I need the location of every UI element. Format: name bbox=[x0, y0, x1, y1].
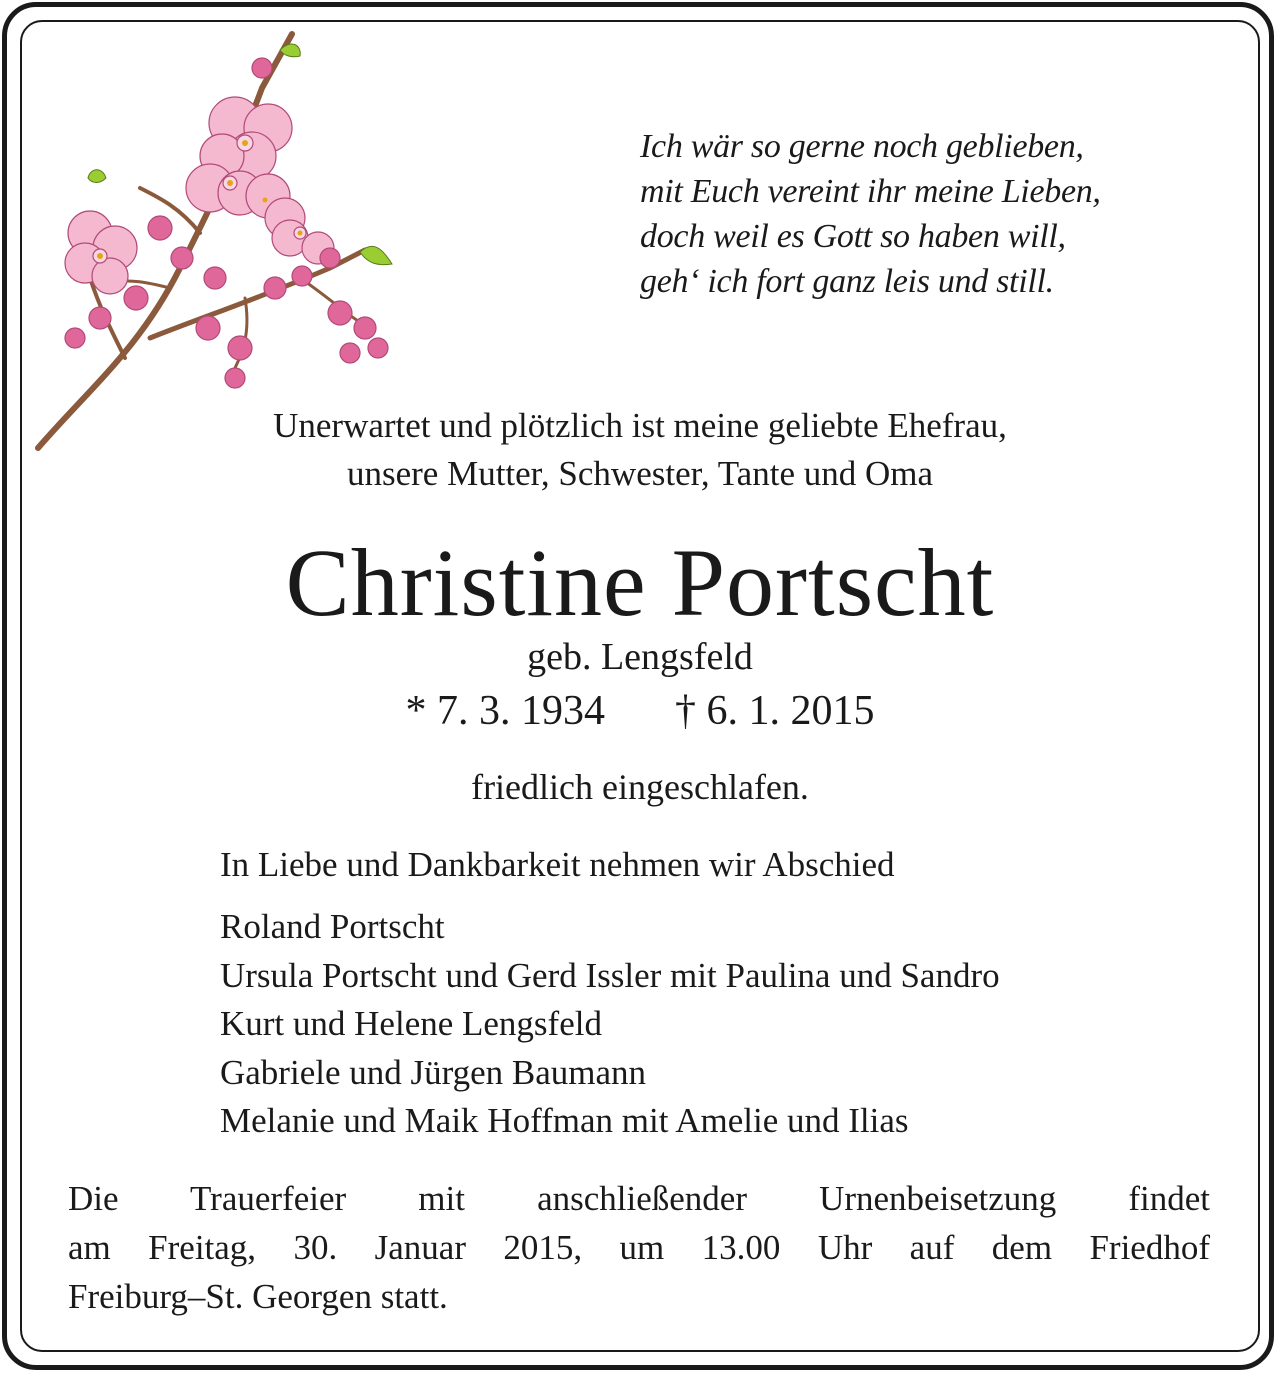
birth-date: * 7. 3. 1934 bbox=[405, 688, 605, 734]
intro-line-2: unsere Mutter, Schwester, Tante und Oma bbox=[346, 454, 934, 493]
mourners-list bbox=[220, 903, 1000, 1146]
mourner-entry: Ursula Portscht und Gerd Issler mit Paulina und Sandro bbox=[220, 955, 1000, 995]
maiden-name: geb. Lengsfeld bbox=[527, 636, 753, 678]
poem-line: doch weil es Gott so haben will, bbox=[640, 218, 1066, 255]
poem bbox=[640, 124, 1240, 304]
intro-line-1: Unerwartet und plötzlich ist meine geliebte Ehefrau, bbox=[273, 406, 1007, 445]
life-dates bbox=[0, 686, 1280, 736]
funeral-line: am Freitag, 30. Januar 2015, um 13.00 Uhr auf dem Friedhof bbox=[68, 1228, 1210, 1267]
mourner-entry: Kurt und Helene Lengsfeld bbox=[220, 1004, 602, 1043]
funeral-line: Freiburg–St. Georgen statt. bbox=[68, 1277, 448, 1316]
mourner-entry: Roland Portscht bbox=[220, 907, 445, 946]
deceased-name: Christine Portscht bbox=[285, 529, 995, 636]
cherry-blossom-branch-icon bbox=[30, 28, 400, 458]
funeral-line: Die Trauerfeier mit anschließender Urnenbeisetzung findet bbox=[68, 1179, 1210, 1218]
mourner-entry: Gabriele und Jürgen Baumann bbox=[220, 1052, 647, 1092]
passing-text: friedlich eingeschlafen. bbox=[471, 767, 809, 807]
intro-text bbox=[0, 402, 1280, 498]
mourner-entry: Melanie und Maik Hoffman mit Amelie und Ilias bbox=[220, 1101, 909, 1140]
funeral-info bbox=[68, 1174, 1210, 1321]
poem-line: mit Euch vereint ihr meine Lieben, bbox=[640, 173, 1101, 210]
farewell-text: In Liebe und Dankbarkeit nehmen wir Abschied bbox=[220, 845, 895, 884]
poem-line: Ich wär so gerne noch geblieben, bbox=[640, 128, 1084, 165]
death-date: † 6. 1. 2015 bbox=[675, 688, 875, 734]
poem-line: geh‘ ich fort ganz leis und still. bbox=[640, 263, 1054, 300]
